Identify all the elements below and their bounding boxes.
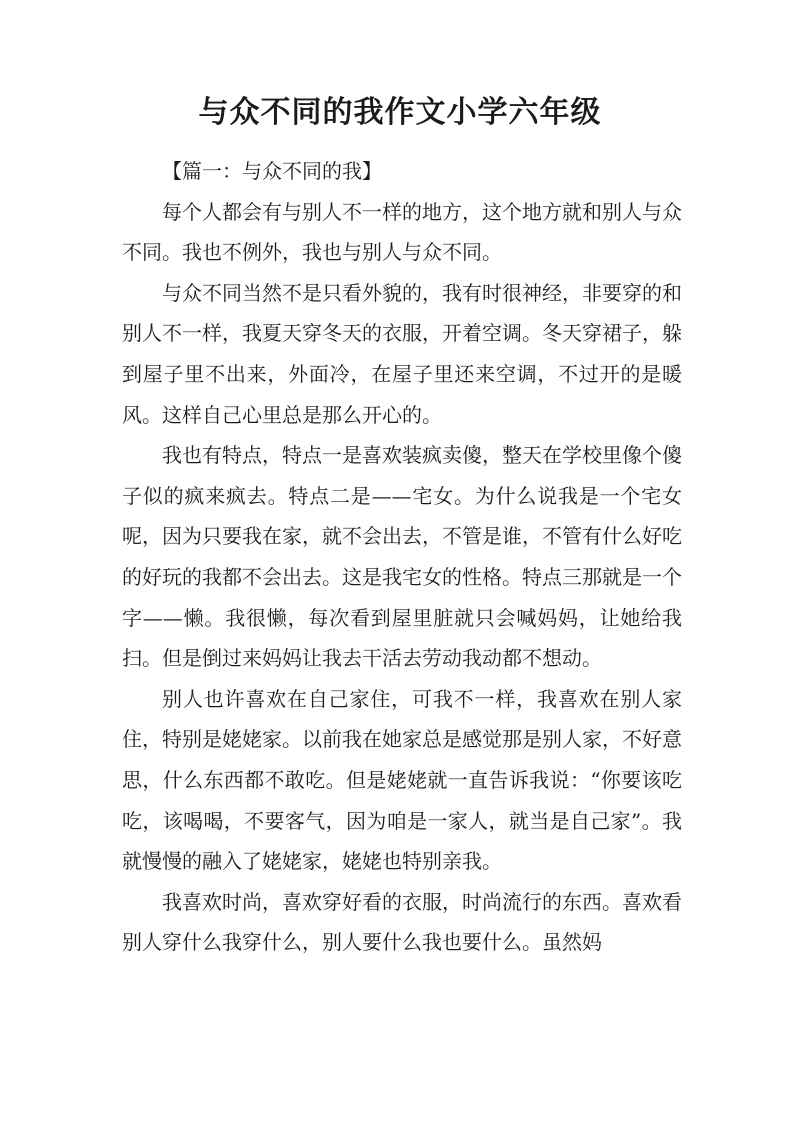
- section-heading: 【篇一：与众不同的我】: [162, 159, 382, 183]
- paragraph-4: 别人也许喜欢在自己家住，可我不一样，我喜欢在别人家住，特别是姥姥家。以前我在她家总是感觉那是别人家，不好意思，什么东西都不敢吃。但是姥姥就一直告诉我说：“你要该吃吃，该喝喝，不要客气，因为咱是一家人，就当是自己家”。我就慢慢的融入了姥姥家，姥姥也特别亲我。: [122, 686, 682, 874]
- page-title: 与众不同的我作文小学六年级: [198, 95, 602, 130]
- paragraph-5: 我喜欢时尚，喜欢穿好看的衣服，时尚流行的东西。喜欢看别人穿什么我穿什么，别人要什么我也要什么。虽然妈: [122, 889, 682, 955]
- paragraph-2: 与众不同当然不是只看外貌的，我有时很神经，非要穿的和别人不一样，我夏天穿冬天的衣服，开着空调。冬天穿裙子，躲到屋子里不出来，外面冷，在屋子里还来空调，不过开的是暖风。这样自己心里总是那么开心的。: [122, 280, 682, 427]
- paragraph-1: 每个人都会有与别人不一样的地方，这个地方就和别人与众不同。我也不例外，我也与别人与众不同。: [122, 199, 682, 265]
- document-body: [122, 151, 682, 963]
- paragraph-3: 我也有特点，特点一是喜欢装疯卖傻，整天在学校里像个傻子似的疯来疯去。特点二是——宅女。为什么说我是一个宅女呢，因为只要我在家，就不会出去，不管是谁，不管有什么好吃的好玩的我都不会出去。这是我宅女的性格。特点三那就是一个字——懒。我很懒，每次看到屋里脏就只会喊妈妈，让她给我扫。但是倒过来妈妈让我去干活去劳动我动都不想动。: [122, 443, 682, 671]
